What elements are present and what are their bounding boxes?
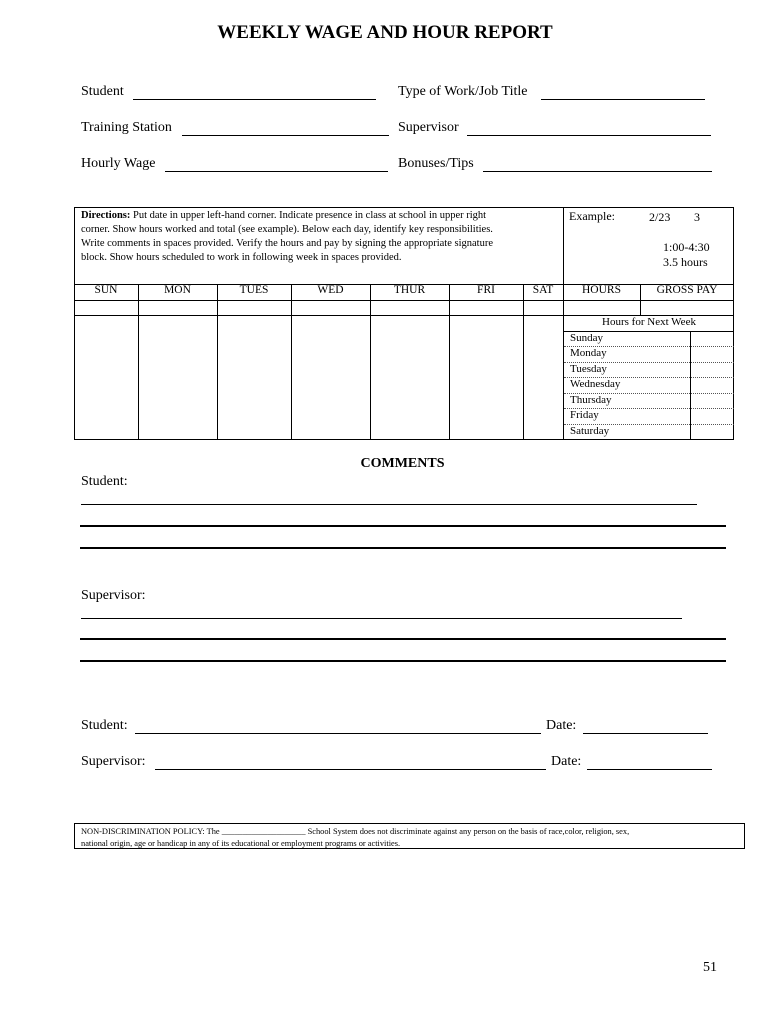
- day-header-mon: MON: [164, 284, 191, 296]
- signature-student-label: Student:: [81, 718, 128, 733]
- page-title: WEEKLY WAGE AND HOUR REPORT: [217, 22, 553, 43]
- day-header-wed: WED: [317, 284, 344, 296]
- supervisor-field[interactable]: [467, 135, 711, 136]
- supervisor-label: Supervisor: [398, 120, 459, 135]
- next-week-tuesday: Tuesday: [570, 363, 607, 375]
- next-week-thursday: Thursday: [570, 394, 612, 406]
- type-of-work-field[interactable]: [541, 99, 705, 100]
- type-of-work-label: Type of Work/Job Title: [398, 84, 528, 99]
- gross-pay-header: GROSS PAY: [656, 284, 718, 296]
- next-week-wednesday: Wednesday: [570, 378, 621, 390]
- example-number: 3: [694, 210, 700, 224]
- hours-header: HOURS: [582, 284, 621, 296]
- supervisor-date-field[interactable]: [587, 769, 712, 770]
- signature-supervisor-label: Supervisor:: [81, 754, 146, 769]
- next-week-monday: Monday: [570, 347, 607, 359]
- next-week-saturday: Saturday: [570, 425, 610, 437]
- supervisor-date-label: Date:: [551, 754, 582, 769]
- bonuses-field[interactable]: [483, 171, 712, 172]
- student-date-label: Date:: [546, 718, 577, 733]
- comments-supervisor-label: Supervisor:: [81, 588, 146, 603]
- day-header-thur: THUR: [393, 284, 426, 296]
- supervisor-comment-line-1[interactable]: [81, 618, 682, 619]
- comments-student-label: Student:: [81, 474, 128, 489]
- hourly-wage-field[interactable]: [165, 171, 388, 172]
- next-week-title: Hours for Next Week: [602, 316, 696, 328]
- day-header-sat: SAT: [532, 284, 554, 296]
- non-discrimination-policy: NON-DISCRIMINATION POLICY: The ____________________ School System does not discriminate against any person on the basis of race,color, religion, sex, national origin, age or handicap in any of its educational or employment programs or activities.: [74, 823, 745, 849]
- supervisor-comment-line-2[interactable]: [80, 638, 726, 640]
- day-header-sun: SUN: [94, 284, 118, 296]
- student-date-field[interactable]: [583, 733, 708, 734]
- day-header-tues: TUES: [239, 284, 269, 296]
- example-hours: 3.5 hours: [663, 255, 708, 269]
- example-date: 2/23: [649, 210, 671, 224]
- comments-title: COMMENTS: [360, 456, 445, 471]
- page-number: 51: [703, 960, 717, 975]
- student-comment-line-1[interactable]: [81, 504, 697, 505]
- hourly-wage-label: Hourly Wage: [81, 156, 156, 171]
- student-comment-line-2[interactable]: [80, 525, 726, 527]
- student-signature-field[interactable]: [135, 733, 541, 734]
- bonuses-label: Bonuses/Tips: [398, 156, 474, 171]
- next-week-friday: Friday: [570, 409, 599, 421]
- next-week-sunday: Sunday: [570, 332, 603, 344]
- directions-label: Directions:: [81, 210, 131, 221]
- training-station-label: Training Station: [81, 120, 172, 135]
- training-station-field[interactable]: [182, 135, 389, 136]
- student-field[interactable]: [133, 99, 376, 100]
- directions-text: Directions: Put date in upper left-hand corner. Indicate presence in class at school in upper right corner. Show hours worked and total (see example). Below each day, identify key responsibilities. Write comments in spaces provided. Verify the hours and pay by signing the appropriate signature block. Show hours scheduled to work in following week in spaces provided.: [81, 210, 493, 263]
- example-time: 1:00-4:30: [663, 240, 710, 254]
- example-label: Example:: [569, 209, 615, 223]
- student-label: Student: [81, 84, 124, 99]
- supervisor-signature-field[interactable]: [155, 769, 546, 770]
- day-header-fri: FRI: [477, 284, 495, 296]
- student-comment-line-3[interactable]: [80, 547, 726, 549]
- supervisor-comment-line-3[interactable]: [80, 660, 726, 662]
